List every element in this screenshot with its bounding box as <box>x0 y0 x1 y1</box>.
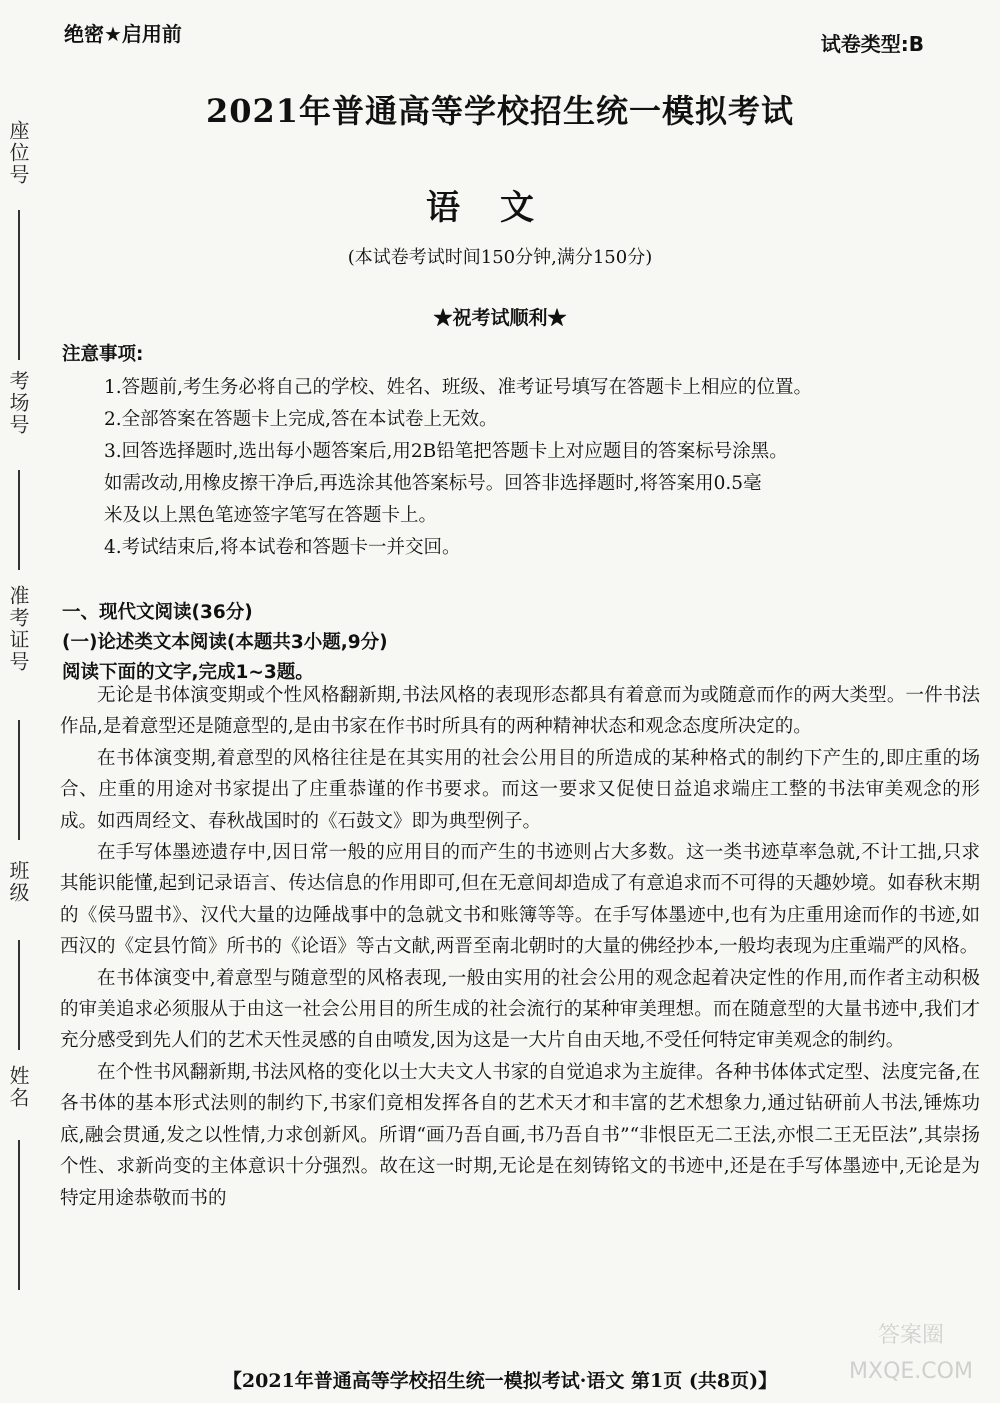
seat-number-line <box>18 210 20 360</box>
passage-paragraph: 在个性书风翻新期,书法风格的变化以士大夫文人书家的自觉追求为主旋律。各种书体体式定型、法度完备,在各书体的基本形式法则的制约下,书家们竟相发挥各自的艺术天才和丰富的艺术想象力,通过钻研前人书法,锤炼功底,融会贯通,发之以性情,力求创新风。所谓“画乃吾自画,书乃吾自书”“非恨臣无二王法,亦恨二王无臣法”,其崇扬个性、求新尚变的主体意识十分强烈。故在这一时期,无论是在刻铸铭文的书迹中,还是在手写体墨迹中,无论是为特定用途恭敬而书的 <box>60 1061 980 1209</box>
exam-title: 2021年普通高等学校招生统一模拟考试 <box>205 92 795 130</box>
notice-item-continued: 米及以上黑色笔迹签字笔写在答题卡上。 <box>104 505 438 526</box>
paper-type: 试卷类型:B <box>820 32 924 56</box>
site-watermark: 答案圈 MXQE.COM <box>849 1323 973 1384</box>
admission-number-label: 准考证号 <box>6 585 30 673</box>
class-label: 班级 <box>6 860 30 904</box>
exam-room-line <box>18 470 20 570</box>
passage-paragraph: 在书体演变期,着意型的风格往往是在其实用的社会公用目的所造成的某种格式的制约下产生的,即庄重的场合、庄重的用途对书家提出了庄重恭谨的作书要求。而这一要求又促使日益追求端庄工整的书法审美观念的形成。如西周经文、春秋战国时的《石鼓文》即为典型例子。 <box>60 747 980 832</box>
class-line <box>18 940 20 1050</box>
notice-item: 4.考试结束后,将本试卷和答题卡一并交回。 <box>104 537 461 558</box>
section-heading: 一、现代文阅读(36分) <box>62 602 253 623</box>
notice-item-continued: 如需改动,用橡皮擦干净后,再选涂其他答案标号。回答非选择题时,将答案用0.5毫 <box>104 473 762 494</box>
section-subheading: (一)论述类文本阅读(本题共3小题,9分) <box>62 632 388 653</box>
notice-block <box>62 340 962 564</box>
seat-number-label: 座位号 <box>6 120 30 186</box>
notice-item: 1.答题前,考生务必将自己的学校、姓名、班级、准考证号填写在答题卡上相应的位置。 <box>104 377 813 398</box>
admission-number-line <box>18 720 20 840</box>
passage-paragraph: 在手写体墨迹遗存中,因日常一般的应用目的而产生的书迹则占大多数。这一类书迹草率急就,不计工拙,只求其能识能懂,起到记录语言、传达信息的作用即可,但在无意间却造成了有意追求而不可得的天趣妙境。如春秋末期的《侯马盟书》、汉代大量的边陲战事中的急就文书和账簿等等。在手写体墨迹中,也有为庄重用途而作的书迹,如西汉的《定县竹简》所书的《论语》等古文献,两晋至南北朝时的大量的佛经抄本,一般均表现为庄重端严的风格。 <box>60 842 980 958</box>
passage-paragraph: 在书体演变中,着意型与随意型的风格表现,一般由实用的社会公用的观念起着决定性的作用,而作者主动积极的审美追求必须服从于由这一社会公用目的所生成的社会流行的某种审美理想。而在随意型的大量书迹中,我们才充分感受到先人们的艺术天性灵感的自由喷发,因为这是一大片自由天地,不受任何特定审美观念的制约。 <box>60 967 980 1052</box>
page-footer: 【2021年普通高等学校招生统一模拟考试·语文 第1页 (共8页)】 <box>222 1370 778 1392</box>
good-luck-line: ★祝考试顺利★ <box>433 307 567 329</box>
passage-paragraph: 无论是书体演变期或个性风格翻新期,书法风格的表现形态都具有着意而为或随意而作的两大类型。一件书法作品,是着意型还是随意型的,是由书家在作书时所具有的两种精神状态和观念态度所决定的。 <box>60 685 980 738</box>
exam-duration: (本试卷考试时间150分钟,满分150分) <box>347 247 653 268</box>
name-label: 姓名 <box>6 1065 30 1109</box>
notice-item: 2.全部答案在答题卡上完成,答在本试卷上无效。 <box>104 409 498 430</box>
notice-title: 注意事项: <box>62 344 144 365</box>
section-instruction: 阅读下面的文字,完成1~3题。 <box>62 662 314 683</box>
name-line <box>18 1140 20 1290</box>
exam-room-label: 考场号 <box>6 370 30 436</box>
notice-item: 3.回答选择题时,选出每小题答案后,用2B铅笔把答题卡上对应题目的答案标号涂黑。 <box>104 441 788 462</box>
reading-passage <box>60 680 980 1214</box>
confidential-mark: 绝密★启用前 <box>64 22 182 46</box>
subject-title: 语文 <box>426 188 574 228</box>
